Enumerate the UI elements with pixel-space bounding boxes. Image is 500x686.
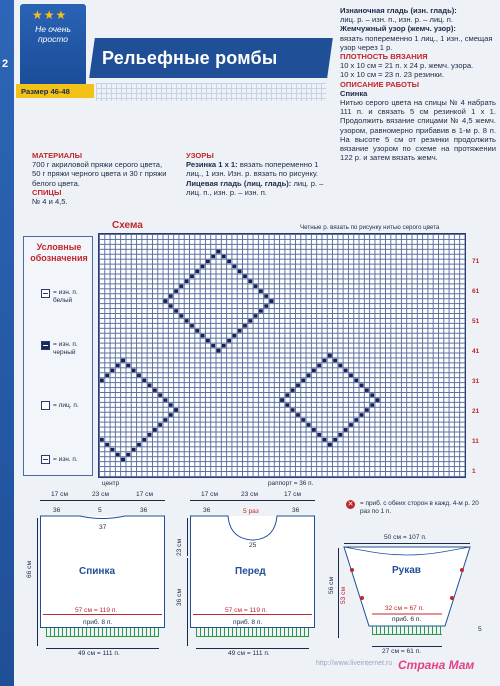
chart-stitch-black xyxy=(312,428,316,431)
chart-stitch-black xyxy=(222,255,226,258)
front-dim-center: 23 см xyxy=(241,491,258,498)
chart-stitch-black xyxy=(291,388,295,391)
chart-stitch-black xyxy=(142,379,146,382)
chart-stitch-black xyxy=(132,448,136,451)
chart-stitch-black xyxy=(142,438,146,441)
front-rib-width: 49 см = 111 п. xyxy=(228,650,270,657)
chart-stitch-black xyxy=(148,384,152,387)
chart-stitch-black xyxy=(227,260,231,263)
front-height-b: 36 см xyxy=(176,589,183,606)
chart-stitch-black xyxy=(291,408,295,411)
site-logo: Страна Мам xyxy=(398,658,475,672)
back-section-text: Нитью серого цвета на спицы № 4 набрать 111 п. и связать 5 см резинкой 1 х 1. Продолжить вязание спицами № 4,5 жемч. узором, равномерно прибавив в 1-м р. 8 п. На высоте 5 см от резинки продолжить вязание узором по схеме на протяжении 122 р. и затем вязать жемч. xyxy=(340,98,496,163)
chart-stitch-black xyxy=(180,314,184,317)
chart-stitch-black xyxy=(164,398,168,401)
chart-stitch-black xyxy=(264,294,268,297)
back-dim-right: 17 см xyxy=(136,491,153,498)
chart-stitch-black xyxy=(323,359,327,362)
chart-stitch-black xyxy=(153,428,157,431)
chart-stitch-black xyxy=(180,285,184,288)
chart-stitch-black xyxy=(243,324,247,327)
back-dim-line xyxy=(40,500,165,501)
chart-stitch-black xyxy=(344,369,348,372)
chart-stitch-black xyxy=(217,349,221,352)
front-center-number: 25 xyxy=(249,542,257,549)
stockinette-text: лиц. р. – лиц. п., изн. р. – изн. п. xyxy=(186,178,324,197)
back-increase: приб. 8 п. xyxy=(83,619,113,626)
sleeve-increase: приб. 6 п. xyxy=(392,616,422,623)
density-line-1: 10 х 10 см = 21 п. х 24 р. жемч. узора. xyxy=(340,61,474,71)
purl-black-symbol xyxy=(41,341,50,350)
sleeve-top-line xyxy=(344,543,470,544)
front-width: 57 см = 119 п. xyxy=(225,607,268,614)
purl-white-symbol xyxy=(41,289,50,298)
chart-stitch-black xyxy=(354,418,358,421)
sleeve-rib-width: 27 см = 61 п. xyxy=(382,648,422,655)
chart-stitch-black xyxy=(127,453,131,456)
front-panel xyxy=(190,516,315,628)
legend-item-label: = лиц. п. xyxy=(53,402,79,409)
patterns-title: УЗОРЫ xyxy=(186,151,214,160)
knitting-chart xyxy=(98,233,466,478)
back-neck-left: 36 xyxy=(53,507,61,514)
needles-title: СПИЦЫ xyxy=(32,187,62,197)
right-column xyxy=(340,6,496,162)
chart-stitch-black xyxy=(333,359,337,362)
back-dim-left: 17 см xyxy=(51,491,68,498)
chart-stitch-black xyxy=(259,289,263,292)
chart-stitch-black xyxy=(201,265,205,268)
materials-text: 700 г акриловой пряжи серого цвета, 50 г пряжи черного цвета и 30 г пряжи белого цвета. xyxy=(32,160,167,188)
chart-stitch-black xyxy=(301,418,305,421)
center-label: центр xyxy=(102,480,120,487)
chart-stitch-black xyxy=(270,299,274,302)
chart-stitch-black xyxy=(158,423,162,426)
back-rib xyxy=(46,628,159,637)
chart-stitch-black xyxy=(254,314,258,317)
chart-stitch-black xyxy=(174,408,178,411)
seed-stitch-text: вязать попеременно 1 лиц., 1 изн., смещая узор через 1 р. xyxy=(340,33,493,52)
front-height-line-a xyxy=(187,518,188,556)
back-height: 66 см xyxy=(26,561,33,578)
chart-stitch-black xyxy=(280,398,284,401)
chart-stitch-black xyxy=(349,374,353,377)
stockinette-title: Лицевая гладь (лиц. гладь): xyxy=(186,178,292,188)
front-neck-left: 36 xyxy=(203,507,211,514)
chart-stitch-black xyxy=(370,393,374,396)
back-label: Спинка xyxy=(79,566,116,577)
chart-stitch-black xyxy=(158,393,162,396)
front-dim-left: 17 см xyxy=(201,491,218,498)
back-rib-width: 49 см = 111 п. xyxy=(78,650,120,657)
sleeve-label: Рукав xyxy=(392,565,421,576)
chart-stitch-black xyxy=(328,443,332,446)
back-neck-mid: 5 xyxy=(98,507,102,514)
row-number: 51 xyxy=(472,318,480,325)
chart-stitch-black xyxy=(190,324,194,327)
chart-stitch-black xyxy=(286,403,290,406)
chart-stitch-black xyxy=(148,433,152,436)
sleeve-height-a: 56 см xyxy=(328,577,335,594)
site-watermark: http://www.liveinternet.ru xyxy=(316,660,393,667)
chart-stitch-black xyxy=(201,334,205,337)
front-neckline xyxy=(190,515,315,545)
chart-stitch-black xyxy=(164,299,168,302)
back-dim-center: 23 см xyxy=(92,491,109,498)
chart-stitch-black xyxy=(174,289,178,292)
purl-symbol xyxy=(41,455,50,464)
front-width-line xyxy=(193,614,312,615)
chart-stitch-black xyxy=(296,384,300,387)
front-neck-right: 36 xyxy=(292,507,300,514)
chart-stitch-black xyxy=(286,393,290,396)
chart-stitch-black xyxy=(169,403,173,406)
front-rib-line xyxy=(196,648,309,649)
chart-stitch-black xyxy=(349,423,353,426)
back-width-line xyxy=(43,614,162,615)
side-band xyxy=(0,0,14,686)
back-section-title: Спинка xyxy=(340,88,368,98)
chart-stitch-black xyxy=(354,379,358,382)
sleeve-height-b: 53 см xyxy=(340,587,347,604)
sleeve-top-dim: 50 см = 107 п. xyxy=(384,534,427,541)
front-dim-right: 17 см xyxy=(284,491,301,498)
chart-stitch-black xyxy=(296,413,300,416)
chart-stitch-black xyxy=(169,294,173,297)
chart-stitch-black xyxy=(137,374,141,377)
back-neck-right: 36 xyxy=(140,507,148,514)
knit-symbol xyxy=(41,401,50,410)
patterns-block xyxy=(186,151,333,197)
chart-stitch-black xyxy=(227,339,231,342)
rib-title: Резинка 1 х 1: xyxy=(186,160,238,170)
difficulty-label: Не очень просто xyxy=(35,24,71,44)
front-height-line-b xyxy=(187,558,188,646)
chart-stitch-black xyxy=(307,423,311,426)
chart-stitch-black xyxy=(259,309,263,312)
schema-title: Схема xyxy=(112,220,143,231)
chart-stitch-black xyxy=(164,418,168,421)
chart-stitch-black xyxy=(333,438,337,441)
chart-stitch-black xyxy=(121,458,125,461)
chart-stitch-black xyxy=(169,413,173,416)
purl-stitch-text: лиц. р. – изн. п., изн. р. – лиц. п. xyxy=(340,15,453,25)
chart-stitch-black xyxy=(111,369,115,372)
chart-stitch-black xyxy=(238,329,242,332)
materials-block xyxy=(32,151,167,206)
page-title: Рельефные ромбы xyxy=(102,48,278,68)
page-number: 2 xyxy=(2,58,9,70)
chart-stitch-black xyxy=(206,260,210,263)
chart-stitch-black xyxy=(376,398,380,401)
sleeve-rib xyxy=(372,626,442,635)
row-number: 61 xyxy=(472,288,480,295)
sleeve-height-line xyxy=(338,548,339,638)
chart-stitch-black xyxy=(365,388,369,391)
chart-stitch-black xyxy=(105,374,109,377)
front-label: Перед xyxy=(235,566,266,577)
back-height-line xyxy=(37,518,38,646)
chart-stitch-black xyxy=(185,319,189,322)
chart-stitch-black xyxy=(238,270,242,273)
front-increase: приб. 8 п. xyxy=(233,619,263,626)
grid-decoration xyxy=(96,83,326,101)
row-number: 21 xyxy=(472,408,480,415)
sleeve-rib-line xyxy=(372,646,442,647)
chart-stitch-black xyxy=(137,443,141,446)
back-neckline xyxy=(40,515,165,523)
chart-stitch-black xyxy=(301,379,305,382)
difficulty-badge xyxy=(20,4,86,86)
increase-marker-icon: ✕ xyxy=(347,501,354,508)
chart-stitch-black xyxy=(233,265,237,268)
chart-stitch-black xyxy=(243,275,247,278)
chart-stitch-black xyxy=(121,359,125,362)
chart-stitch-black xyxy=(264,304,268,307)
sleeve-rib-height: 5 xyxy=(478,626,482,633)
chart-stitch-black xyxy=(360,384,364,387)
back-width: 57 см = 119 п. xyxy=(75,607,118,614)
chart-stitch-black xyxy=(233,334,237,337)
seed-stitch-title: Жемчужный узор (жемч. узор): xyxy=(340,24,456,34)
chart-stitch-black xyxy=(344,428,348,431)
chart-stitch-black xyxy=(248,319,252,322)
chart-stitch-black xyxy=(248,280,252,283)
row-number: 1 xyxy=(472,468,476,475)
legend xyxy=(23,236,93,476)
sleeve-bottom-dim: 32 см = 67 п. xyxy=(385,605,425,612)
needles-text: № 4 и 4,5. xyxy=(32,197,68,207)
chart-stitch-black xyxy=(339,433,343,436)
size-label: Размер 46-48 xyxy=(16,84,94,98)
front-dim-line xyxy=(190,500,315,501)
front-height-a: 23 см xyxy=(176,539,183,556)
chart-stitch-black xyxy=(195,329,199,332)
chart-stitch-black xyxy=(211,255,215,258)
repeat-label: раппорт = 36 п. xyxy=(268,480,314,487)
density-title: ПЛОТНОСТЬ ВЯЗАНИЯ xyxy=(340,52,428,62)
legend-item-label: = изн. п. черный xyxy=(53,341,78,356)
chart-stitch-black xyxy=(206,339,210,342)
chart-stitch-black xyxy=(111,448,115,451)
chart-stitch-black xyxy=(360,413,364,416)
chart-stitch-black xyxy=(211,344,215,347)
back-rib-line xyxy=(46,648,159,649)
back-center-number: 37 xyxy=(99,524,107,531)
chart-stitch-black xyxy=(317,433,321,436)
chart-stitch-black xyxy=(105,443,109,446)
purl-stitch-title: Изнаночная гладь (изн. гладь): xyxy=(340,6,457,15)
schema-note: Четные р. вязать по рисунку нитью серого цвета xyxy=(300,224,440,231)
chart-stitch-black xyxy=(365,408,369,411)
legend-item-label: = изн. п. белый xyxy=(53,289,78,304)
density-line-2: 10 х 10 см = 23 п. 23 резинки. xyxy=(340,70,445,80)
chart-stitch-black xyxy=(254,285,258,288)
chart-stitch-black xyxy=(174,309,178,312)
chart-diamonds xyxy=(99,234,467,479)
chart-stitch-black xyxy=(100,438,104,441)
chart-stitch-black xyxy=(127,364,131,367)
chart-stitch-black xyxy=(217,250,221,253)
chart-stitch-black xyxy=(185,280,189,283)
chart-stitch-black xyxy=(100,379,104,382)
legend-item-label: = изн. п. xyxy=(53,456,78,463)
chart-stitch-black xyxy=(307,374,311,377)
rib-text: вязать попеременно 1 лиц., 1 изн. Изн. р. вязать по рисунку. xyxy=(186,160,319,179)
front-rib xyxy=(196,628,309,637)
work-title: ОПИСАНИЕ РАБОТЫ xyxy=(340,79,420,89)
materials-title: МАТЕРИАЛЫ xyxy=(32,151,82,160)
front-neck-5x: 5 раз xyxy=(243,508,259,515)
chart-stitch-black xyxy=(339,364,343,367)
chart-stitch-black xyxy=(153,388,157,391)
chart-stitch-black xyxy=(312,369,316,372)
row-number: 41 xyxy=(472,348,480,355)
row-number: 71 xyxy=(472,258,480,265)
chart-stitch-black xyxy=(317,364,321,367)
row-number: 11 xyxy=(472,438,479,445)
star-icons: ★★★ xyxy=(32,8,68,22)
chart-stitch-black xyxy=(132,369,136,372)
chart-stitch-black xyxy=(116,364,120,367)
legend-title: Условные обозначения xyxy=(30,242,88,263)
chart-stitch-black xyxy=(370,403,374,406)
sleeve-note: = приб. с обеих сторон в кажд. 4-м р. 20 раз по 1 п. xyxy=(360,500,479,515)
chart-stitch-black xyxy=(169,304,173,307)
chart-stitch-black xyxy=(116,453,120,456)
chart-stitch-black xyxy=(222,344,226,347)
chart-stitch-black xyxy=(323,438,327,441)
chart-stitch-black xyxy=(195,270,199,273)
row-number: 31 xyxy=(472,378,480,385)
chart-stitch-black xyxy=(328,354,332,357)
back-panel xyxy=(40,516,165,628)
chart-stitch-black xyxy=(190,275,194,278)
